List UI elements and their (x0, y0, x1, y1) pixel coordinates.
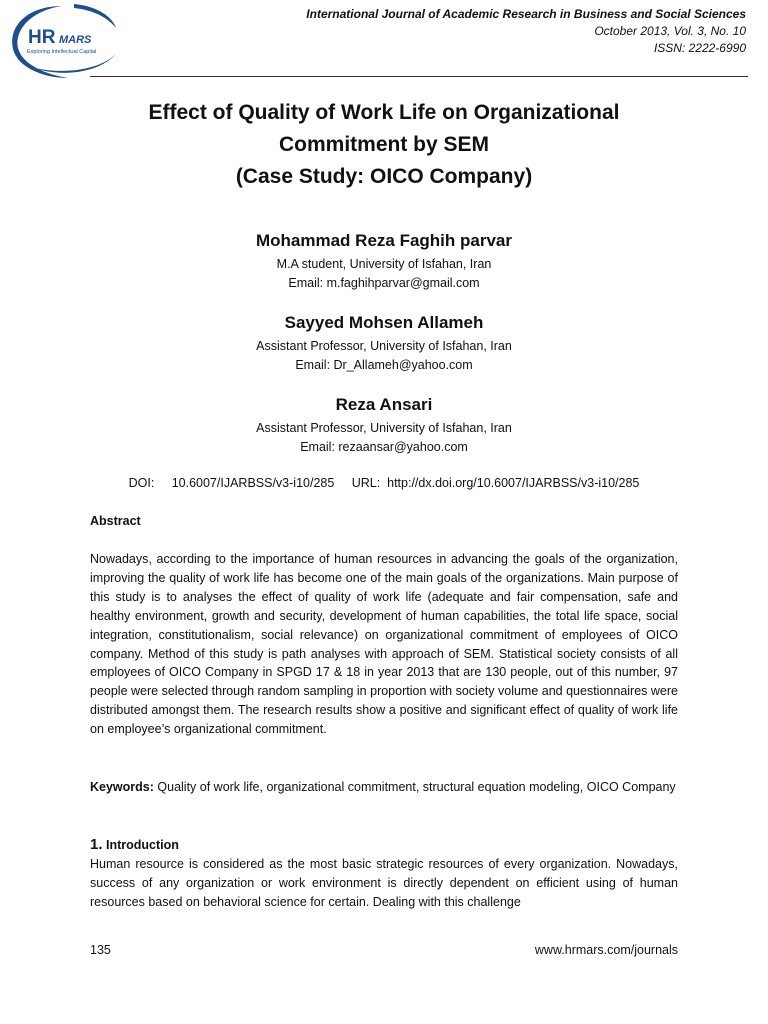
author-block-2 (90, 312, 678, 375)
paper-title (60, 97, 708, 193)
title-line-2: Commitment by SEM (278, 133, 490, 156)
introduction-heading (90, 836, 179, 853)
journal-issn: ISSN: 2222-6990 (653, 41, 746, 55)
doi-line (90, 476, 678, 490)
author-block-3 (90, 394, 678, 457)
journal-logo (4, 2, 122, 80)
journal-header (306, 6, 746, 57)
introduction-text: Human resource is considered as the most basic strategic resources of every organization. Nowadays, success of any organization or work environment is directly dependent on efficient using of human resources based on behavioral science for certain. Dealing with this challenge (90, 857, 678, 909)
doi-value[interactable]: 10.6007/IJARBSS/v3-i10/285 (171, 476, 335, 490)
page-number: 135 (90, 943, 111, 957)
logo-brand-sub: MARS (59, 34, 92, 46)
title-line-3: (Case Study: OICO Company) (235, 165, 533, 188)
author-affiliation: Assistant Professor, University of Isfahan, Iran (256, 339, 512, 353)
keywords-paragraph (90, 778, 678, 797)
author-email[interactable]: Email: rezaansar@yahoo.com (300, 440, 468, 454)
section-number: 1. (90, 836, 103, 853)
logo-brand-main: HR (28, 27, 56, 48)
logo-tagline: Exploring Intellectual Capital (27, 49, 97, 55)
author-affiliation: M.A student, University of Isfahan, Iran (276, 257, 492, 271)
doi-label: DOI: (128, 476, 155, 490)
author-name: Reza Ansari (335, 395, 433, 414)
journal-issue: October 2013, Vol. 3, No. 10 (594, 24, 746, 38)
author-name: Sayyed Mohsen Allameh (284, 313, 484, 332)
author-affiliation: Assistant Professor, University of Isfahan, Iran (256, 421, 512, 435)
author-email[interactable]: Email: m.faghihparvar@gmail.com (288, 276, 480, 290)
url-label: URL: (351, 476, 381, 490)
author-name: Mohammad Reza Faghih parvar (255, 231, 512, 250)
author-block-1 (90, 230, 678, 293)
url-link[interactable]: http://dx.doi.org/10.6007/IJARBSS/v3-i10/285 (387, 476, 640, 490)
title-line-1: Effect of Quality of Work Life on Organizational (148, 101, 620, 124)
author-email[interactable]: Email: Dr_Allameh@yahoo.com (295, 358, 473, 372)
abstract-heading: Abstract (90, 514, 141, 528)
logo-swoosh-graphic (4, 2, 122, 80)
journal-name: International Journal of Academic Research in Business and Social Sciences (306, 7, 746, 21)
keywords-label: Keywords: (90, 780, 154, 794)
abstract-text: Nowadays, according to the importance of human resources in advancing the goals of the organization, improving the quality of work life has become one of the main goals of the organizations. Main purpose of this study is to analyses the effect of quality of work life (adequate and fair compensation, safe and healthy environment, growth and security, development of human capabilities, the total life space, social integration, constitutionalism, social relevance) on organizational commitment of employees of OICO company. Method of this study is path analyses with approach of SEM. Statistical society consists of all employees of OICO Company in SPGD 17 & 18 in year 2013 that are 130 people, out of this number, 97 people were selected through random sampling in proportion with society volume and questionnaires were distributed amongst them. The research results show a positive and significant effect of quality of work life on employee’s organizational commitment. (90, 552, 678, 737)
keywords-text: Quality of work life, organizational commitment, structural equation modeling, OICO Company (157, 780, 676, 794)
footer-website-link[interactable]: www.hrmars.com/journals (534, 943, 678, 957)
header-divider (90, 76, 748, 77)
section-title: Introduction (106, 838, 179, 852)
